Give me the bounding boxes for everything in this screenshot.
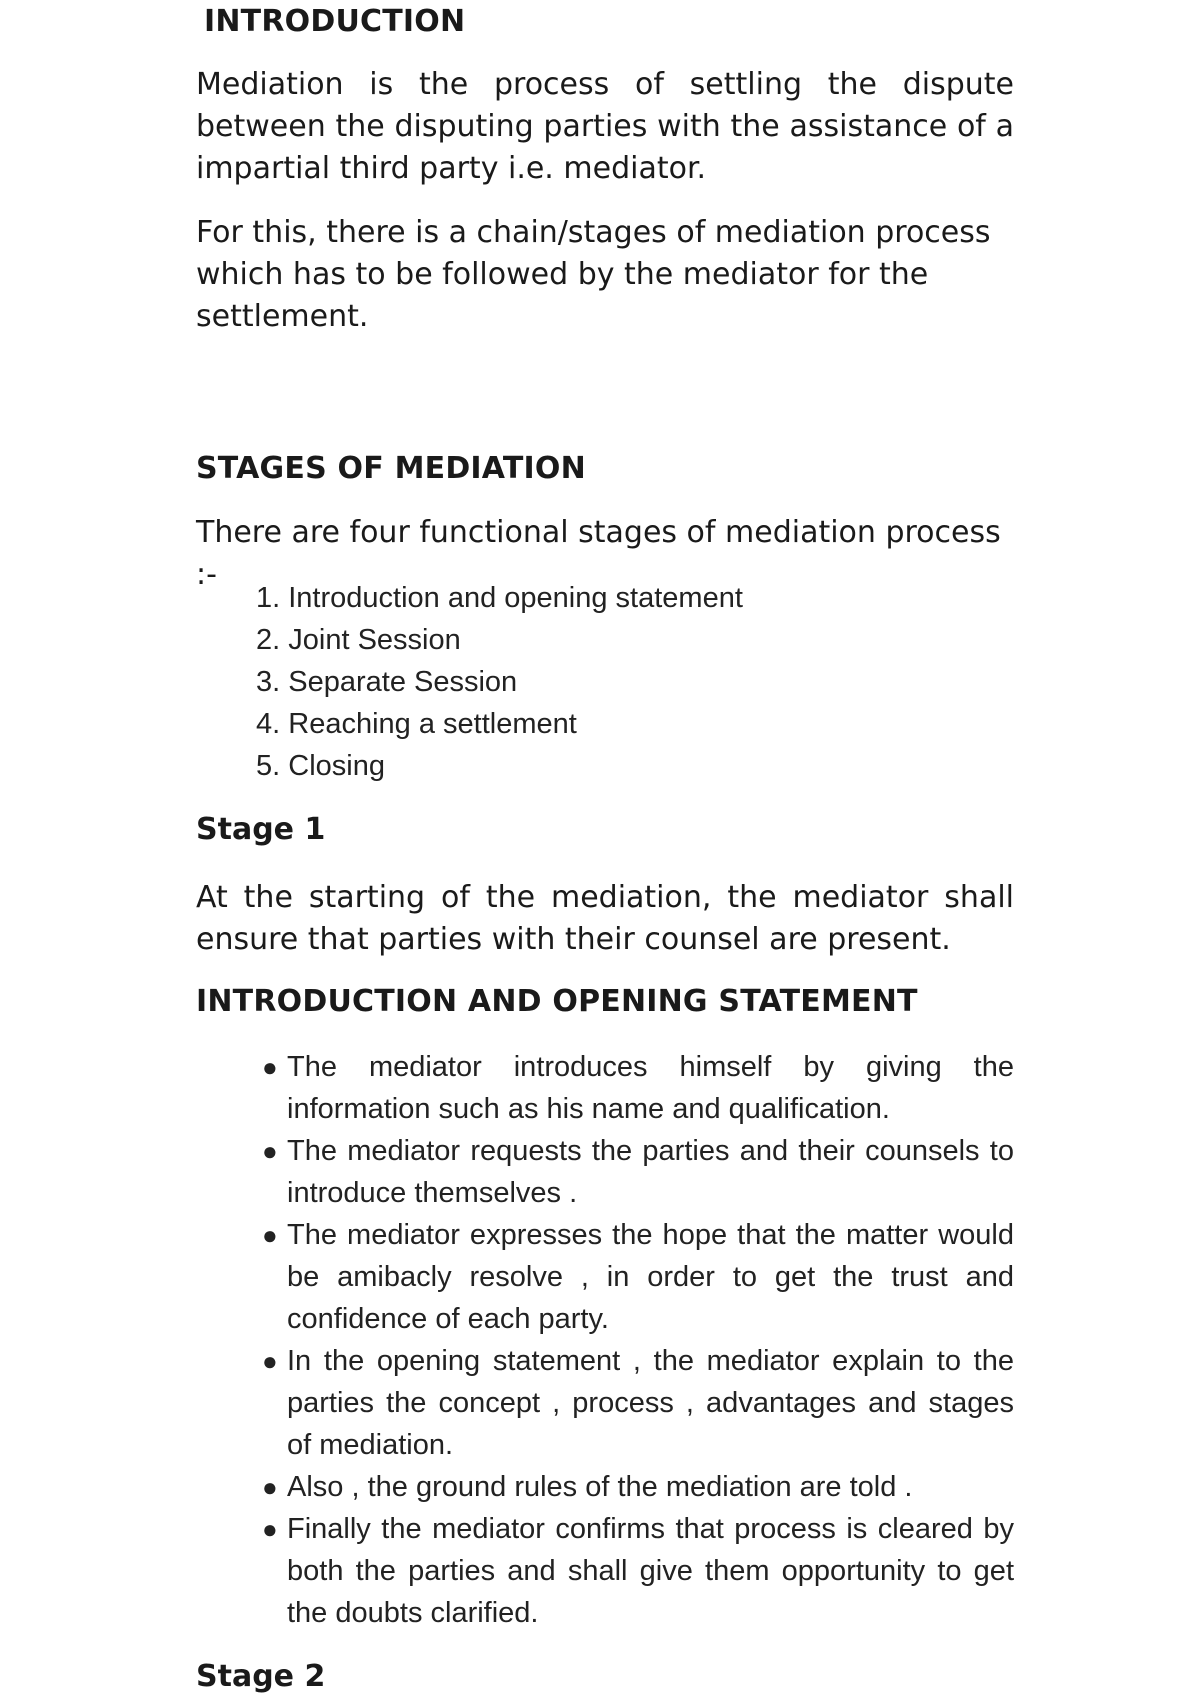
bullet-item: [196, 1046, 1014, 1130]
stages-heading: STAGES OF MEDIATION: [196, 451, 586, 486]
bullet-text: The mediator expresses the hope that the matter would be amibacly resolve , in order to get the trust and confidence of each party.: [287, 1219, 1014, 1335]
stages-list-item: [196, 619, 1014, 661]
bullet-text: Also , the ground rules of the mediation are told .: [287, 1471, 913, 1503]
stage1-subheading: INTRODUCTION AND OPENING STATEMENT: [196, 984, 918, 1019]
intro-paragraph-1: Mediation is the process of settling the dispute between the disputing parties with the assistance of a impartial third party i.e. mediator.: [196, 67, 1014, 186]
list-item-text: Reaching a settlement: [288, 708, 577, 740]
bullet-item: [196, 1214, 1014, 1340]
intro-paragraph-2: For this, there is a chain/stages of mediation process which has to be followed by the mediator for the settlement.: [196, 215, 991, 334]
bullet-item: [196, 1130, 1014, 1214]
list-item-text: Separate Session: [288, 666, 518, 698]
bullet-text: The mediator introduces himself by giving the information such as his name and qualification.: [287, 1051, 1014, 1125]
list-number: 4.: [256, 708, 281, 740]
bullet-dot-icon: ●: [262, 1220, 278, 1250]
bullet-dot-icon: ●: [262, 1472, 278, 1502]
bullet-dot-icon: ●: [262, 1514, 278, 1544]
stages-list-item: [196, 745, 1014, 787]
intro-paragraph-2-block: [196, 212, 1014, 338]
bullet-dot-icon: ●: [262, 1136, 278, 1166]
bullet-text: The mediator requests the parties and their counsels to introduce themselves .: [287, 1135, 1014, 1209]
list-number: 2.: [256, 624, 281, 656]
stages-list-item: [196, 577, 1014, 619]
stage1-heading: Stage 1: [196, 812, 326, 847]
stage1-paragraph: At the starting of the mediation, the mediator shall ensure that parties with their counsel are present.: [196, 880, 1014, 957]
bullet-item: [196, 1508, 1014, 1634]
bullet-dot-icon: ●: [262, 1346, 278, 1376]
stages-section: [196, 449, 1014, 489]
stages-lead: There are four functional stages of mediation process :-: [196, 515, 1001, 592]
stages-list: [196, 577, 1014, 787]
stages-list-item: [196, 661, 1014, 703]
stage1-bullet-list: [196, 1046, 1014, 1634]
list-number: 5.: [256, 750, 281, 782]
stages-list-item: [196, 703, 1014, 745]
stage1-bullets-block: [196, 1046, 1014, 1634]
list-item-text: Joint Session: [288, 624, 461, 656]
stage2-heading: Stage 2: [196, 1659, 326, 1694]
intro-paragraph-1-block: [196, 64, 1014, 190]
bullet-text: In the opening statement , the mediator explain to the parties the concept , process , advantages and stages of mediation.: [287, 1345, 1014, 1461]
bullet-item: [196, 1340, 1014, 1466]
intro-section: [196, 2, 1014, 42]
stage1-paragraph-block: [196, 877, 1014, 961]
stage1-heading-block: [196, 812, 1014, 847]
list-number: 1.: [256, 582, 281, 614]
bullet-text: Finally the mediator confirms that process is cleared by both the parties and shall give them opportunity to get the doubts clarified.: [287, 1513, 1014, 1629]
intro-heading: INTRODUCTION: [204, 4, 466, 39]
stages-list-block: [196, 577, 1014, 787]
bullet-item: [196, 1466, 1014, 1508]
stage2-heading-block: [196, 1658, 1014, 1696]
list-item-text: Introduction and opening statement: [288, 582, 743, 614]
list-number: 3.: [256, 666, 281, 698]
bullet-dot-icon: ●: [262, 1052, 278, 1082]
list-item-text: Closing: [288, 750, 385, 782]
stage1-subheading-block: [196, 982, 1014, 1022]
